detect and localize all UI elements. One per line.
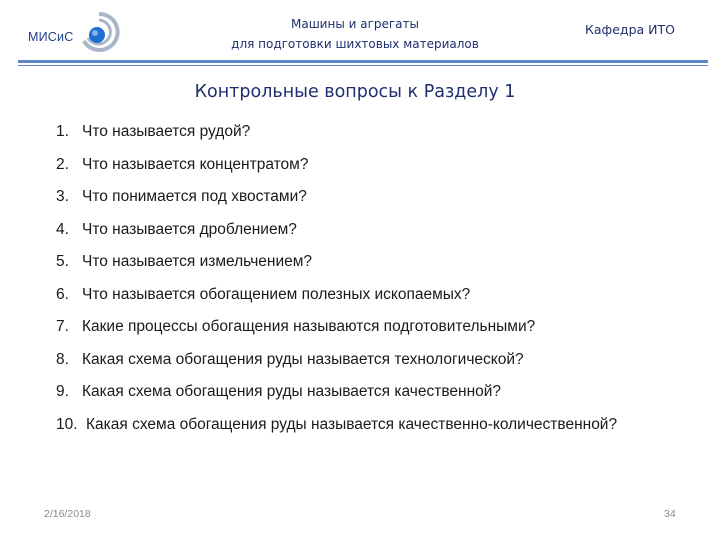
question-item <box>56 251 696 284</box>
question-number: 2. <box>56 155 69 173</box>
page-number: 34 <box>664 508 676 520</box>
question-text: Что называется обогащением полезных ископаемых? <box>82 285 471 303</box>
question-item <box>56 154 696 187</box>
question-text: Что называется измельчением? <box>82 253 313 270</box>
question-number: 6. <box>56 285 69 303</box>
questions-list <box>56 121 696 474</box>
course-title <box>200 14 510 54</box>
header-divider <box>18 60 708 63</box>
question-number: 7. <box>56 318 69 335</box>
question-number: 5. <box>56 253 69 270</box>
question-item <box>56 186 696 219</box>
question-item <box>56 349 696 382</box>
question-text: Какая схема обогащения руды называется качественно-количественной? <box>86 415 618 433</box>
department-name: Кафедра ИТО <box>585 22 675 37</box>
question-number: 10. <box>56 415 78 433</box>
question-item <box>56 414 696 474</box>
question-number: 4. <box>56 220 69 238</box>
course-title-line2: для подготовки шихтовых материалов <box>231 37 479 51</box>
logo-emblem-icon <box>78 8 120 56</box>
question-text: Что понимается под хвостами? <box>82 188 307 205</box>
question-text: Что называется дроблением? <box>82 220 297 238</box>
course-title-line1: Машины и агрегаты <box>290 17 419 31</box>
logo-text: МИСиС <box>28 30 74 44</box>
question-item <box>56 121 696 154</box>
question-item <box>56 284 696 317</box>
question-number: 8. <box>56 350 69 368</box>
question-item <box>56 316 696 349</box>
question-number: 1. <box>56 123 69 140</box>
question-text: Какая схема обогащения руды называется качественной? <box>82 383 502 400</box>
question-number: 9. <box>56 383 69 400</box>
header-divider-thin <box>18 65 708 66</box>
misis-logo <box>28 8 120 60</box>
question-text: Какие процессы обогащения называются подготовительными? <box>82 318 536 335</box>
question-text: Что называется рудой? <box>82 123 251 140</box>
slide-title: Контрольные вопросы к Разделу 1 <box>194 82 516 102</box>
question-text: Что называется концентратом? <box>82 155 309 173</box>
question-item <box>56 219 696 252</box>
question-number: 3. <box>56 188 69 205</box>
question-text: Какая схема обогащения руды называется технологической? <box>82 350 524 368</box>
slide-date: 2/16/2018 <box>44 508 91 520</box>
